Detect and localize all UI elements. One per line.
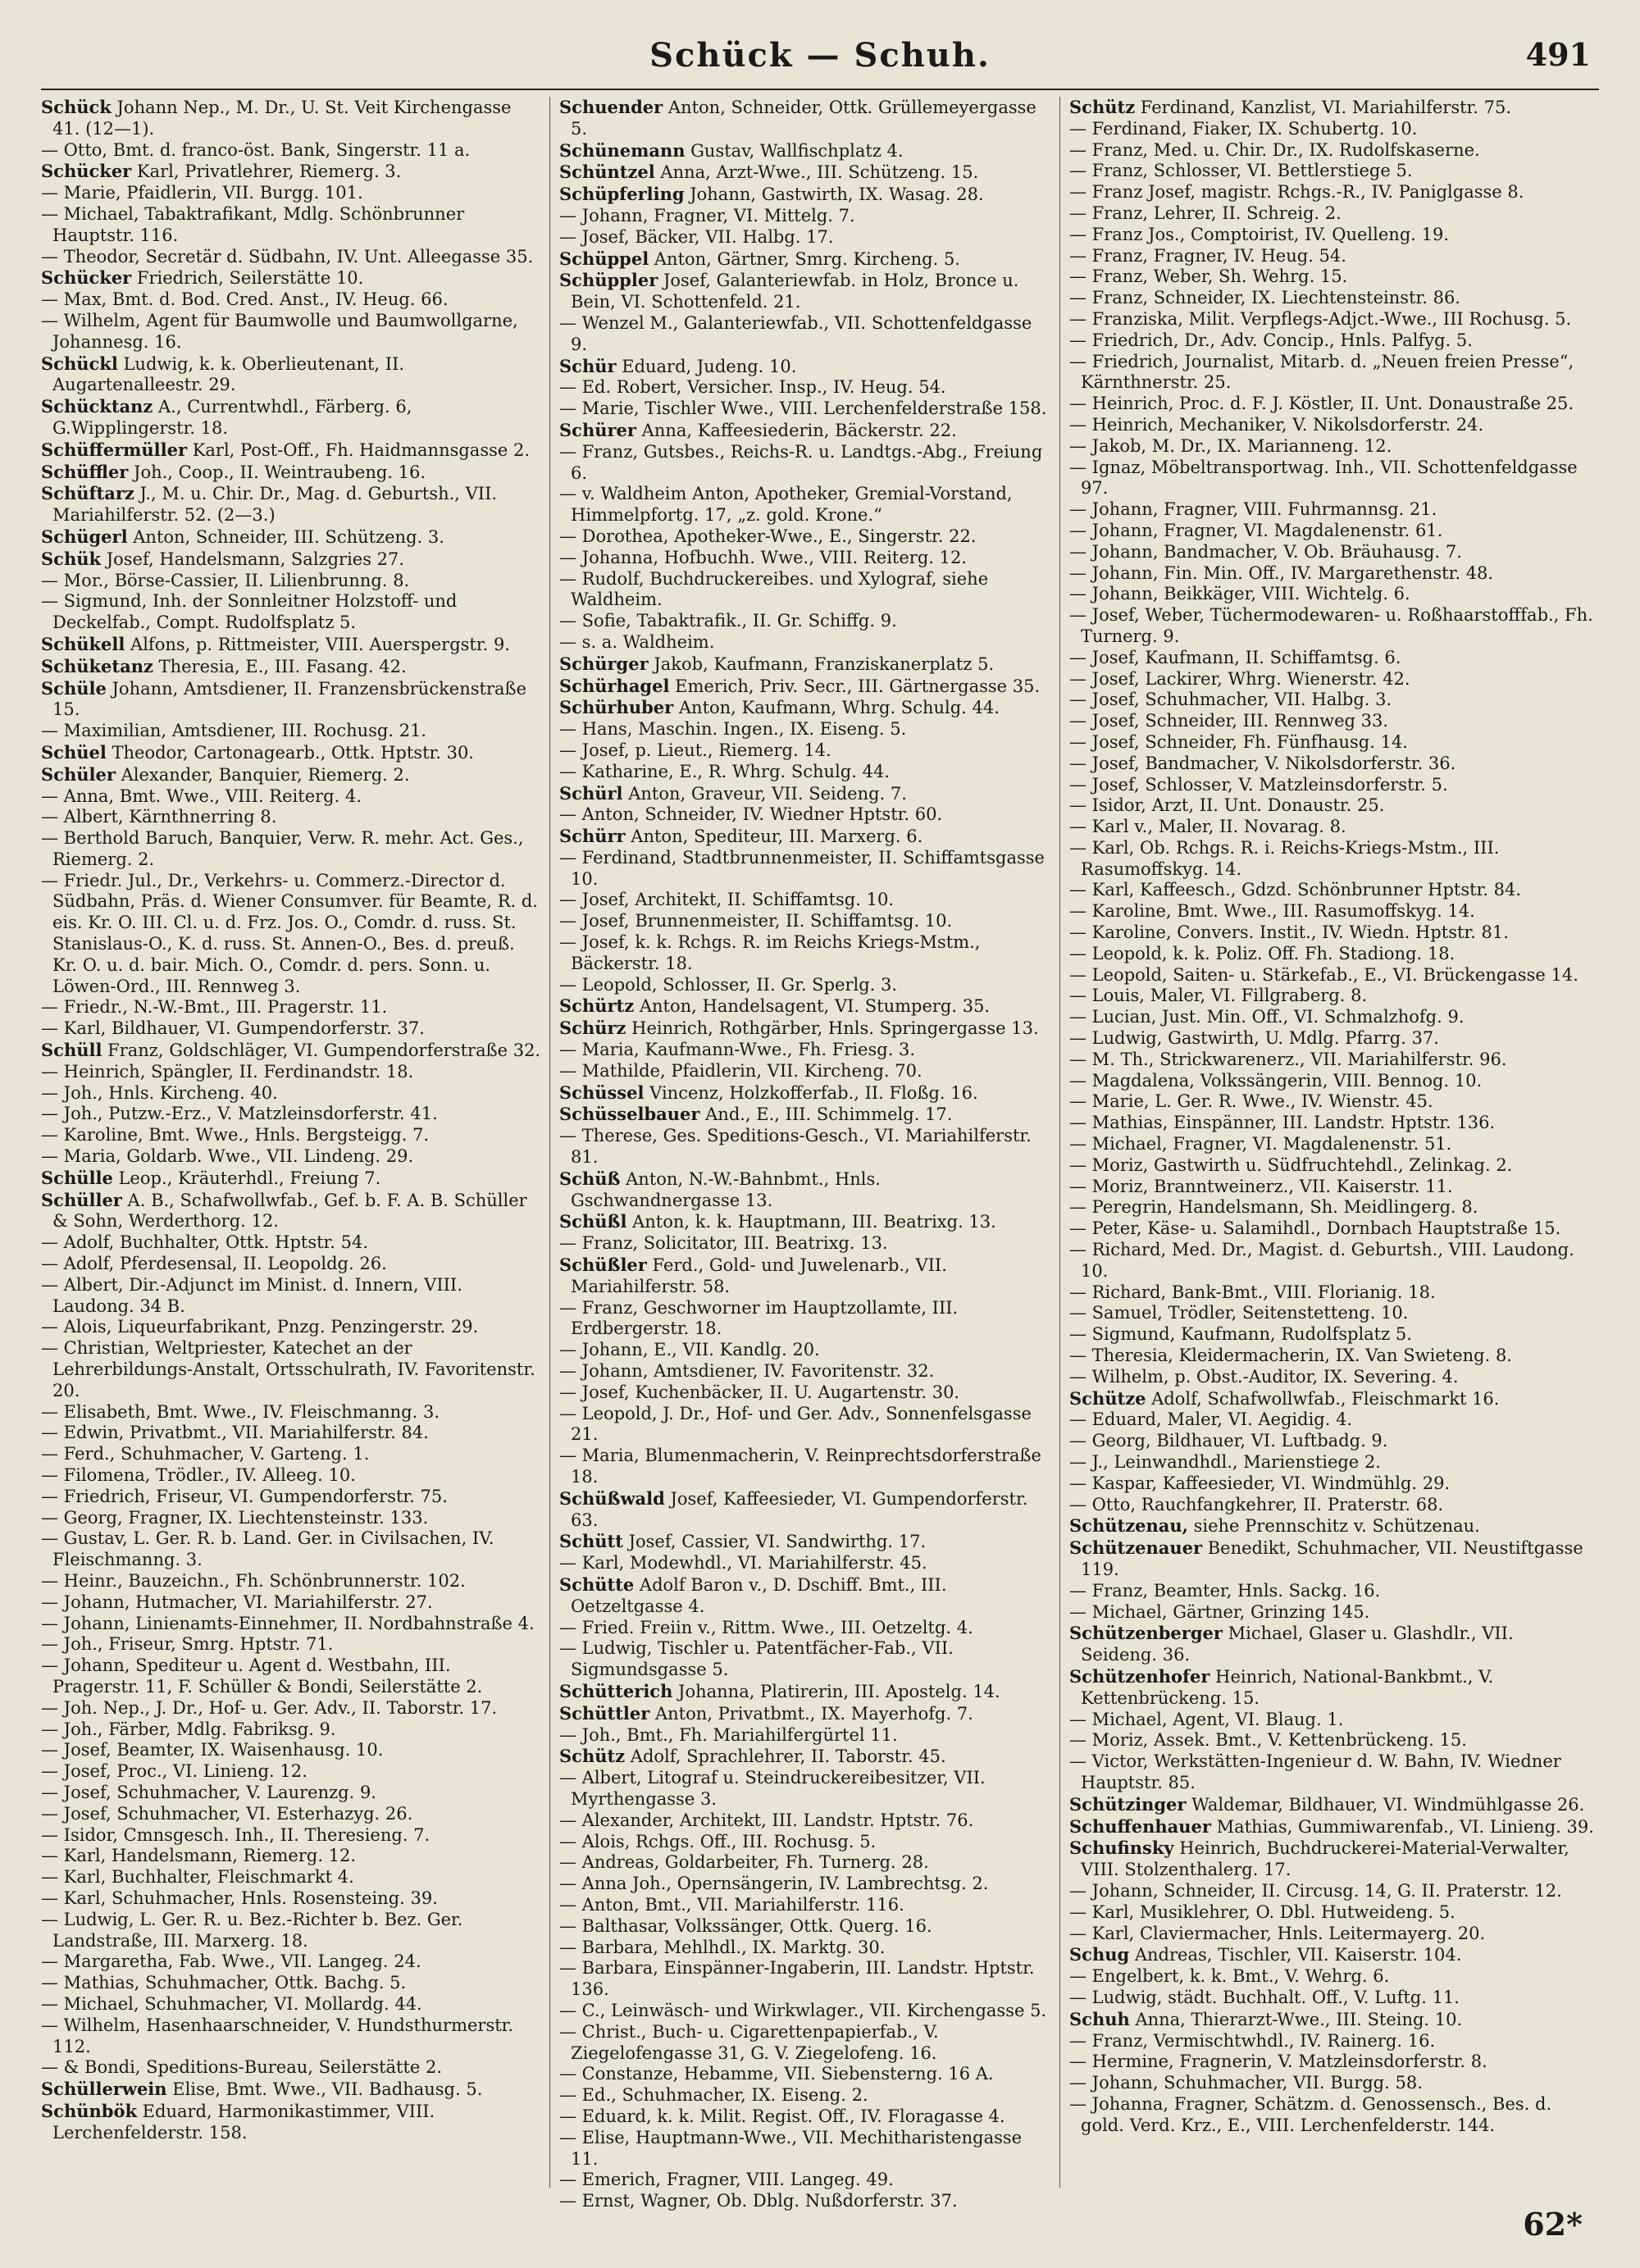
directory-entry: — Maximilian, Amtsdiener, III. Rochusg. 21. [41,721,427,741]
directory-entry: — M. Th., Strickwarenerz., VII. Mariahilferstr. 96. [1069,1049,1507,1069]
directory-entry: — Mathilde, Pfaidlerin, VII. Kircheng. 70. [559,1060,922,1081]
directory-entry: — s. a. Waldheim. [559,631,715,652]
directory-entry: Schüppler Josef, Galanteriewfab. in Holz, Bronce u. Bein, VI. Schottenfeld. 21. [559,270,1019,312]
directory-entry: — Joh., Bmt., Fh. Mariahilfergürtel 11. [559,1724,898,1745]
directory-entry: Schürl Anton, Graveur, VII. Seideng. 7. [559,782,907,804]
directory-entry: Schütte Adolf Baron v., D. Dschiff. Bmt., III. Oetzeltgasse 4. [559,1573,947,1616]
directory-entry: Schünbök Eduard, Harmonikastimmer, VIII. Lerchenfelderstr. 158. [41,2100,435,2143]
directory-entry: — Josef, Schneider, Fh. Fünfhausg. 14. [1069,731,1408,752]
directory-entry: Schürer Anna, Kaffeesiederin, Bäckerstr. 22. [559,419,957,440]
directory-entry: — Berthold Baruch, Banquier, Verw. R. mehr. Act. Ges., Riemerg. 2. [41,828,524,869]
directory-entry: — Johann, E., VII. Kandlg. 20. [559,1340,820,1360]
directory-entry: — Josef, Lackirer, Whrg. Wienerstr. 42. [1069,668,1410,689]
directory-entry: — Anton, Schneider, IV. Wiedner Hptstr. 60. [559,804,943,825]
directory-entry: — Karl, Kaffeesch., Gdzd. Schönbrunner Hptstr. 84. [1069,880,1522,900]
directory-entry: — Adolf, Buchhalter, Ottk. Hptstr. 54. [41,1232,369,1253]
directory-entry: — Josef, Bäcker, VII. Halbg. 17. [559,226,834,247]
directory-entry: Schüketanz Theresia, E., III. Fasang. 42. [41,655,407,676]
directory-entry: — Heinr., Bauzeichn., Fh. Schönbrunnerstr. 102. [41,1570,466,1591]
directory-entry: — Moriz, Assek. Bmt., V. Kettenbrückeng. 15. [1069,1730,1467,1751]
directory-entry: — Joh., Putzw.-Erz., V. Matzleinsdorferstr. 41. [41,1104,438,1124]
directory-entry: Schüllerwein Elise, Bmt. Wwe., VII. Badhausg. 5. [41,2079,483,2100]
directory-entry: — Johann, Linienamts-Einnehmer, II. Nordbahnstraße 4. [41,1613,535,1633]
directory-entry: — Johann, Beikkäger, VIII. Wichtelg. 6. [1069,584,1410,604]
directory-entry: — Louis, Maler, VI. Fillgraberg. 8. [1069,986,1368,1006]
signature-mark: 62* [1523,2206,1583,2243]
directory-entry: — Hermine, Fragnerin, V. Matzleinsdorferstr. 8. [1069,2052,1487,2072]
directory-entry: — Johann, Spediteur u. Agent d. Westbahn, III. Pragerstr. 11, F. Schüller & Bondi, Seilerstätte 2. [41,1655,483,1696]
directory-entry: — Josef, Schneider, III. Rennweg 33. [1069,711,1389,731]
directory-entry: Schuh Anna, Thierarzt-Wwe., III. Steing. 10. [1069,2008,1463,2029]
directory-entry: Schüßl Anton, k. k. Hauptmann, III. Beatrixg. 13. [559,1211,996,1232]
directory-entry: — Elisabeth, Bmt. Wwe., IV. Fleischmanng. 3. [41,1401,440,1422]
directory-entry: Schützenhofer Heinrich, National-Bankbmt., V. Kettenbrückeng. 15. [1069,1665,1494,1708]
directory-entry: Schütz Ferdinand, Kanzlist, VI. Mariahilferstr. 75. [1069,97,1512,117]
directory-entry: — Karoline, Convers. Instit., IV. Wiedn. Hptstr. 81. [1069,922,1509,943]
directory-entry: — Friedr., N.-W.-Bmt., III. Pragerstr. 11. [41,997,388,1018]
directory-entry: — Ludwig, Tischler u. Patentfächer-Fab., VII. Sigmundsgasse 5. [559,1638,954,1680]
directory-entry: Schüssel Vincenz, Holzkofferfab., II. Floßg. 16. [559,1082,978,1103]
directory-entry: — Josef, Schlosser, V. Matzleinsdorferstr. 5. [1069,774,1448,795]
directory-entry: Schüll Franz, Goldschläger, VI. Gumpendorferstraße 32. [41,1040,541,1061]
directory-entry: Schütze Adolf, Schafwollwfab., Fleischmarkt 16. [1069,1387,1500,1409]
directory-entry: — Sofie, Tabaktrafik., II. Gr. Schiffg. 9. [559,611,897,631]
directory-entry: Schücker Friedrich, Seilerstätte 10. [41,267,364,289]
directory-entry: — Michael, Agent, VI. Blaug. 1. [1069,1709,1344,1729]
directory-entry: — Johann, Schuhmacher, VII. Burgg. 58. [1069,2073,1423,2093]
directory-entry: — Marie, Tischler Wwe., VIII. Lerchenfelderstraße 158. [559,398,1047,419]
directory-entry: — Johann, Fragner, VI. Magdalenenstr. 61. [1069,520,1443,540]
directory-entry: Schützenau, siehe Prennschitz v. Schützenau. [1069,1515,1480,1537]
directory-entry: — Mor., Börse-Cassier, II. Lilienbrunng. 8. [41,570,410,590]
directory-entry: Schufinsky Heinrich, Buchdruckerei-Material-Verwalter, VIII. Stolzenthalerg. 17. [1069,1838,1569,1880]
directory-entry: — Engelbert, k. k. Bmt., V. Wehrg. 6. [1069,1966,1390,1987]
directory-entry: — Jakob, M. Dr., IX. Marianneng. 12. [1069,435,1392,456]
directory-entry: — Max, Bmt. d. Bod. Cred. Anst., IV. Heug. 66. [41,289,449,310]
directory-entry: Schülle Leop., Kräuterhdl., Freiung 7. [41,1167,381,1188]
directory-entry: Schürhuber Anton, Kaufmann, Whrg. Schulg. 44. [559,697,1000,718]
directory-entry: Schürger Jakob, Kaufmann, Franziskanerplatz 5. [559,653,995,674]
directory-entry: — Karl, Claviermacher, Hnls. Leitermayerg. 20. [1069,1923,1486,1943]
directory-entry: Schürz Heinrich, Rothgärber, Hnls. Springergasse 13. [559,1018,1039,1039]
directory-entry: — Maria, Blumenmacherin, V. Reinprechtsdorferstraße 18. [559,1446,1041,1487]
directory-entry: — Peter, Käse- u. Salamihdl., Dornbach Hauptstraße 15. [1069,1218,1561,1239]
directory-entry: — Johann, Bandmacher, V. Ob. Bräuhausg. 7. [1069,541,1462,562]
directory-entry: — Richard, Med. Dr., Magist. d. Geburtsh., VIII. Laudong. 10. [1069,1240,1574,1281]
directory-entry: — Moriz, Gastwirth u. Südfruchtehdl., Zelinkag. 2. [1069,1154,1513,1175]
directory-entry: Schüppel Anton, Gärtner, Smrg. Kircheng. 5. [559,248,960,269]
directory-entry: Schüffermüller Karl, Post-Off., Fh. Haidmannsgasse 2. [41,439,531,460]
directory-entry: — Josef, Weber, Tüchermodewaren- u. Roßhaarstofffab., Fh. Turnerg. 9. [1069,605,1593,646]
directory-entry: — Hans, Maschin. Ingen., IX. Eiseng. 5. [559,719,907,740]
directory-entry: — Josef, Proc., VI. Linieng. 12. [41,1761,308,1782]
directory-entry: — Alois, Rchgs. Off., III. Rochusg. 5. [559,1831,877,1851]
directory-entry: — Alexander, Architekt, III. Landstr. Hptstr. 76. [559,1810,974,1830]
directory-entry: — Anton, Bmt., VII. Mariahilferstr. 116. [559,1894,904,1915]
directory-entry: Schüller A. B., Schafwollwfab., Gef. b. F. A. B. Schüller & Sohn, Werderthorg. 12. [41,1189,527,1232]
directory-entry: Schütt Josef, Cassier, VI. Sandwirthg. 17. [559,1531,927,1552]
directory-entry: — Josef, Schuhmacher, VII. Halbg. 3. [1069,690,1392,710]
directory-entry: — Adolf, Pferdesensal, II. Leopoldg. 26. [41,1254,387,1274]
directory-entry: — Theresia, Kleidermacherin, IX. Van Swieteng. 8. [1069,1346,1512,1366]
directory-entry: — Therese, Ges. Speditions-Gesch., VI. Mariahilferstr. 81. [559,1126,1032,1168]
directory-entry: — Peregrin, Handelsmann, Sh. Meidlingerg. 8. [1069,1197,1478,1218]
directory-entry: — Dorothea, Apotheker-Wwe., E., Singerstr. 22. [559,526,977,546]
directory-entry: — Georg, Bildhauer, VI. Luftbadg. 9. [1069,1431,1388,1451]
directory-entry: — v. Waldheim Anton, Apotheker, Gremial-Vorstand, Himmelpfortg. 17, „z. gold. Krone.“ [559,484,1013,526]
directory-entry: — Ernst, Wagner, Ob. Dblg. Nußdorferstr. 37. [559,2191,958,2211]
directory-entry: — Franz, Vermischtwhdl., IV. Rainerg. 16. [1069,2030,1436,2051]
directory-entry: — Josef, Kaufmann, II. Schiffamtsg. 6. [1069,647,1401,667]
directory-entry: Schuffenhauer Mathias, Gummiwarenfab., VI. Linieng. 39. [1069,1815,1594,1837]
directory-entry: — Theodor, Secretär d. Südbahn, IV. Unt. Alleegasse 35. [41,246,534,266]
directory-entry: — Emerich, Fragner, VIII. Langeg. 49. [559,2170,894,2190]
directory-entry: — Christian, Weltpriester, Katechet an der Lehrerbildungs-Anstalt, Ortsschulrath, IV. Favoritenstr. 20. [41,1338,535,1400]
directory-entry: — Josef, Schuhmacher, V. Laurenzg. 9. [41,1782,376,1802]
directory-entry: — Franz Jos., Comptoirist, IV. Quelleng. 19. [1069,224,1450,244]
directory-entry: — Michael, Tabaktrafikant, Mdlg. Schönbrunner Hauptstr. 116. [41,203,465,245]
directory-entry: — Joh., Färber, Mdlg. Fabriksg. 9. [41,1719,336,1739]
directory-entry: — Wilhelm, Agent für Baumwolle und Baumwollgarne, Johannesg. 16. [41,310,518,352]
directory-entry: — Josef, k. k. Rchgs. R. im Reichs Kriegs-Mstm., Bäckerstr. 18. [559,932,981,973]
directory-entry: — Ludwig, L. Ger. R. u. Bez.-Richter b. Bez. Ger. Landstraße, III. Marxerg. 18. [41,1909,463,1951]
directory-entry: — Karl v., Maler, II. Novarag. 8. [1069,817,1346,837]
page-header [49,31,1591,80]
directory-entry: Schük Josef, Handelsmann, Salzgries 27. [41,548,405,569]
directory-entry: — Franz, Schneider, IX. Liechtensteinstr. 86. [1069,288,1460,308]
directory-entry: — Franz, Weber, Sh. Wehrg. 15. [1069,266,1348,287]
directory-entry: — Leopold, Schlosser, II. Gr. Sperlg. 3. [559,974,898,995]
directory-entry: Schür Eduard, Judeng. 10. [559,355,797,376]
directory-entry: — Isidor, Cmnsgesch. Inh., II. Theresieng. 7. [41,1824,430,1845]
directory-entry: — Magdalena, Volkssängerin, VIII. Bennog. 10. [1069,1070,1483,1091]
directory-entry: Schüßler Ferd., Gold- und Juwelenarb., VII. Mariahilferstr. 58. [559,1255,947,1296]
directory-entry: — Karl, Musiklehrer, O. Dbl. Hutweideng. 5. [1069,1901,1456,1922]
directory-entry: — Albert, Dir.-Adjunct im Minist. d. Innern, VIII. Laudong. 34 B. [41,1274,462,1316]
directory-entry: Schug Andreas, Tischler, VII. Kaiserstr. 104. [1069,1944,1462,1965]
directory-entry: — Filomena, Trödler., IV. Alleeg. 10. [41,1465,356,1485]
directory-entry: — Andreas, Goldarbeiter, Fh. Turnerg. 28. [559,1852,929,1873]
directory-entry: Schüßwald Josef, Kaffeesieder, VI. Gumpendorferstr. 63. [559,1487,1028,1530]
directory-entry: — Friedrich, Dr., Adv. Concip., Hnls. Palfyg. 5. [1069,330,1473,350]
directory-entry: — Maria, Kaufmann-Wwe., Fh. Friesg. 3. [559,1040,916,1060]
directory-entry: — Joh., Friseur, Smrg. Hptstr. 71. [41,1634,334,1655]
directory-entry: — Friedr. Jul., Dr., Verkehrs- u. Commerz.-Director d. Südbahn, Präs. d. Wiener Consumver. für Beamte, R. d. eis. Kr. O. III. Cl. u. d. Frz. Jos. O., Comdr. d. russ. St. Stanislaus-O., K. d. russ. St. Annen-O., Bes. d. preuß. Kr. O. u. d. bair. Mich. O., Comdr. d. pers. Sonn. u. Löwen-Ord., III. Rennweg 3. [41,870,538,996]
directory-entry: — Karoline, Bmt. Wwe., III. Rasumoffskyg. 14. [1069,901,1475,922]
directory-entry: Schüftarz J., M. u. Chir. Dr., Mag. d. Geburtsh., VII. Mariahilferstr. 52. (2—3.) [41,483,498,526]
directory-entry: — Johann, Fin. Min. Off., IV. Margarethenstr. 48. [1069,562,1494,583]
directory-entry: — Franz, Lehrer, II. Schreig. 2. [1069,203,1342,223]
directory-entry: — Kaspar, Kaffeesieder, VI. Windmühlg. 29. [1069,1473,1451,1493]
directory-entry: — Lucian, Just. Min. Off., VI. Schmalzhofg. 9. [1069,1007,1465,1027]
directory-entry: Schükell Alfons, p. Rittmeister, VIII. Auerspergstr. 9. [41,633,510,654]
directory-entry: Schücker Karl, Privatlehrer, Riemerg. 3. [41,161,402,182]
directory-entry: — Rudolf, Buchdruckereibes. und Xylograf, siehe Waldheim. [559,568,989,610]
directory-entry: — Heinrich, Proc. d. F. J. Köstler, II. Unt. Donaustraße 25. [1069,394,1574,414]
directory-entry: — Albert, Kärnthnerring 8. [41,807,277,827]
directory-entry: — Karl, Handelsmann, Riemerg. 12. [41,1846,357,1866]
directory-entry: — Otto, Bmt. d. franco-öst. Bank, Singerstr. 11 a. [41,139,471,160]
directory-entry: — Maria, Goldarb. Wwe., VII. Lindeng. 29. [41,1146,414,1167]
directory-entry: — Josef, Schuhmacher, VI. Esterhazyg. 26. [41,1803,413,1824]
directory-entry: — Victor, Werkstätten-Ingenieur d. W. Bahn, IV. Wiedner Hauptstr. 85. [1069,1751,1561,1792]
directory-entry: — Ignaz, Möbeltransportwag. Inh., VII. Schottenfeldgasse 97. [1069,457,1578,499]
directory-entry: — & Bondi, Speditions-Bureau, Seilerstätte 2. [41,2057,443,2078]
directory-entry: — Leopold, J. Dr., Hof- und Ger. Adv., Sonnenfelsgasse 21. [559,1403,1032,1445]
directory-entry: — Leopold, k. k. Poliz. Off. Fh. Stadiong. 18. [1069,943,1456,963]
column-2 [559,97,1051,2211]
directory-entry: — Josef, Architekt, II. Schiffamtsg. 10. [559,890,894,910]
directory-entry: — Balthasar, Volkssänger, Ottk. Querg. 16. [559,1915,932,1936]
directory-entry: Schürhagel Emerich, Priv. Secr., III. Gärtnergasse 35. [559,675,1041,696]
directory-entry: Schützenauer Benedikt, Schuhmacher, VII. Neustiftgasse 119. [1069,1537,1583,1579]
directory-entry: Schüsselbauer And., E., III. Schimmelg. 17. [559,1104,953,1125]
directory-entry: — Sigmund, Inh. der Sonnleitner Holzstoff- und Deckelfab., Compt. Rudolfsplatz 5. [41,591,458,633]
directory-entry: — Ludwig, Gastwirth, U. Mdlg. Pfarrg. 37. [1069,1028,1439,1049]
directory-entry: — Franz, Solicitator, III. Beatrixg. 13. [559,1233,888,1254]
column-divider [1059,97,1060,2188]
directory-entry: — Josef, p. Lieut., Riemerg. 14. [559,740,831,760]
directory-entry: — Eduard, k. k. Milit. Regist. Off., IV. Floragasse 4. [559,2106,1005,2126]
directory-entry: — Samuel, Trödler, Seitenstetteng. 10. [1069,1303,1409,1323]
directory-entry: — Barbara, Einspänner-Ingaberin, III. Landstr. Hptstr. 136. [559,1958,1035,2000]
directory-entry: — Franz, Geschworner im Hauptzollamte, III. Erdbergerstr. 18. [559,1297,959,1339]
directory-entry: — Wilhelm, p. Obst.-Auditor, IX. Severing. 4. [1069,1366,1459,1387]
directory-entry: Schück Johann Nep., M. Dr., U. St. Veit Kirchengasse 41. (12—1). [41,97,512,139]
directory-entry: — Franziska, Milit. Verpflegs-Adjct.-Wwe., III Rochusg. 5. [1069,308,1572,329]
page-number: 491 [1525,36,1591,73]
directory-entry: — Josef, Kuchenbäcker, II. U. Augartenstr. 30. [559,1382,960,1402]
directory-entry: — J., Leinwandhdl., Marienstiege 2. [1069,1452,1381,1472]
directory-entry: — Karl, Buchhalter, Fleischmarkt 4. [41,1867,354,1888]
directory-entry: Schütterich Johanna, Platirerin, III. Apostelg. 14. [559,1680,1000,1701]
directory-entry: — Ferdinand, Stadtbrunnenmeister, II. Schiffamtsgasse 10. [559,847,1045,889]
directory-entry: Schüler Alexander, Banquier, Riemerg. 2. [41,763,410,785]
column-divider [549,97,550,2188]
directory-entry: — Marie, Pfaidlerin, VII. Burgg. 101. [41,183,363,203]
directory-entry: — Josef, Beamter, IX. Waisenhausg. 10. [41,1740,384,1760]
directory-entry: Schückl Ludwig, k. k. Oberlieutenant, II. Augartenalleestr. 29. [41,353,405,395]
directory-entry: — Isidor, Arzt, II. Unt. Donaustr. 25. [1069,795,1385,816]
directory-entry: — Otto, Rauchfangkehrer, II. Praterstr. 68. [1069,1494,1444,1514]
directory-entry: — Josef, Brunnenmeister, II. Schiffamtsg. 10. [559,911,953,931]
column-3 [1069,97,1594,2188]
directory-entry: — Franz, Med. u. Chir. Dr., IX. Rudolfskaserne. [1069,139,1480,160]
directory-entry: — Johann, Fragner, VI. Mittelg. 7. [559,205,855,225]
directory-entry: — Ed., Schuhmacher, IX. Eiseng. 2. [559,2085,868,2106]
directory-entry: — Katharine, E., R. Whrg. Schulg. 44. [559,761,890,781]
directory-entry: — Mathias, Schuhmacher, Ottk. Bachg. 5. [41,1973,407,1993]
directory-entry: — Ferdinand, Fiaker, IX. Schubertg. 10. [1069,118,1418,139]
directory-entry: — Richard, Bank-Bmt., VIII. Florianig. 18. [1069,1282,1436,1302]
directory-entry: — Sigmund, Kaufmann, Rudolfsplatz 5. [1069,1324,1412,1345]
directory-entry: Schügerl Anton, Schneider, III. Schützeng. 3. [41,526,444,547]
directory-entry: — Michael, Gärtner, Grinzing 145. [1069,1601,1370,1622]
directory-entry: — Leopold, Saiten- u. Stärkefab., E., VI. Brückengasse 14. [1069,964,1578,985]
directory-entry: Schüß Anton, N.-W.-Bahnbmt., Hnls. Gschwandnergasse 13. [559,1168,881,1210]
directory-entry: Schüffler Joh., Coop., II. Weintraubeng. 16. [41,461,426,482]
directory-entry: — Karl, Modewhdl., VI. Mariahilferstr. 45. [559,1553,927,1573]
directory-entry: — Edwin, Privatbmt., VII. Mariahilferstr. 84. [41,1423,429,1443]
page-title: Schück — Schuh. [649,36,991,75]
directory-entry: — Anna Joh., Opernsängerin, IV. Lambrechtsg. 2. [559,1874,989,1894]
directory-entry: — Eduard, Maler, VI. Aegidig. 4. [1069,1410,1353,1430]
directory-entry: — Georg, Fragner, IX. Liechtensteinstr. 133. [41,1507,429,1528]
directory-entry: — Friedrich, Journalist, Mitarb. d. „Neuen freien Presse“, Kärnthnerstr. 25. [1069,351,1574,393]
directory-entry: — Barbara, Mehlhdl., IX. Marktg. 30. [559,1937,886,1957]
directory-entry: — Gustav, L. Ger. R. b. Land. Ger. in Civilsachen, IV. Fleischmanng. 3. [41,1528,494,1570]
directory-entry: Schüttler Anton, Privatbmt., IX. Mayerhofg. 7. [559,1702,973,1724]
directory-entry: — Johanna, Fragner, Schätzm. d. Genossensch., Bes. d. gold. Verd. Krz., E., VIII. Lerchenfelderstr. 144. [1069,2093,1552,2135]
directory-entry: — Johanna, Hofbuchh. Wwe., VIII. Reiterg. 12. [559,547,968,567]
directory-entry: Schüpferling Johann, Gastwirth, IX. Wasag. 28. [559,184,984,205]
header-rule [41,89,1599,90]
directory-entry: Schüel Theodor, Cartonagearb., Ottk. Hptstr. 30. [41,741,474,763]
directory-entry: — Friedrich, Friseur, VI. Gumpendorferstr. 75. [41,1486,448,1506]
directory-entry: — Franz, Schlosser, VI. Bettlerstiege 5. [1069,161,1413,181]
directory-entry: — Joh., Hnls. Kircheng. 40. [41,1082,278,1103]
directory-entry: — Moriz, Branntweinerz., VII. Kaiserstr. 11. [1069,1176,1453,1196]
directory-entry: — Wilhelm, Hasenhaarschneider, V. Hundsthurmerstr. 112. [41,2015,514,2056]
directory-entry: — C., Leinwäsch- und Wirkwlager., VII. Kirchengasse 5. [559,2000,1047,2020]
directory-entry: — Johann, Amtsdiener, IV. Favoritenstr. 32. [559,1361,935,1382]
directory-entry: Schürr Anton, Spediteur, III. Marxerg. 6. [559,826,923,847]
directory-entry: — Ludwig, städt. Buchhalt. Off., V. Luftg. 11. [1069,1987,1460,2007]
directory-entry: — Karl, Schuhmacher, Hnls. Rosensteing. 39. [41,1888,438,1908]
directory-entry: — Ed. Robert, Versicher. Insp., IV. Heug. 54. [559,377,946,398]
directory-entry: — Michael, Schuhmacher, VI. Mollardg. 44. [41,1993,422,2014]
directory-entry: — Christ., Buch- u. Cigarettenpapierfab., V. Ziegelofengasse 31, G. V. Ziegelofeng. 16. [559,2021,939,2063]
directory-entry: — Josef, Bandmacher, V. Nikolsdorferstr. 36. [1069,753,1456,773]
directory-entry: — Karl, Ob. Rchgs. R. i. Reichs-Kriegs-Mstm., III. Rasumoffskyg. 14. [1069,837,1500,879]
directory-entry: — Johann, Schneider, II. Circusg. 14, G. II. Praterstr. 12. [1069,1880,1562,1901]
directory-entry: — Franz, Gutsbes., Reichs-R. u. Landtgs.-Abg., Freiung 6. [559,441,1043,483]
directory-entry: — Anna, Bmt. Wwe., VIII. Reiterg. 4. [41,786,362,806]
directory-entry: Schünemann Gustav, Wallfischplatz 4. [559,139,904,161]
directory-entry: — Albert, Litograf u. Steindruckereibesitzer, VII. Myrthengasse 3. [559,1768,986,1809]
directory-entry: — Constanze, Hebamme, VII. Siebensterng. 16 A. [559,2064,994,2084]
directory-entry: — Marie, L. Ger. R. Wwe., IV. Wienstr. 45. [1069,1091,1433,1112]
directory-columns [41,97,1599,2211]
directory-entry: Schuender Anton, Schneider, Ottk. Grüllemeyergasse 5. [559,97,1036,139]
directory-entry: — Fried. Freiin v., Rittm. Wwe., III. Oetzeltg. 4. [559,1617,973,1637]
directory-entry: — Johann, Fragner, VIII. Fuhrmannsg. 21. [1069,499,1437,520]
directory-entry: — Karl, Bildhauer, VI. Gumpendorferstr. 37. [41,1018,425,1039]
directory-entry: — Ferd., Schuhmacher, V. Garteng. 1. [41,1444,370,1464]
directory-entry: — Mathias, Einspänner, III. Landstr. Hptstr. 136. [1069,1113,1496,1133]
directory-entry: — Franz Josef, magistr. Rchgs.-R., IV. Paniglgasse 8. [1069,182,1524,203]
directory-entry: — Alois, Liqueurfabrikant, Pnzg. Penzingerstr. 29. [41,1317,479,1337]
directory-entry: — Wenzel M., Galanteriewfab., VII. Schottenfeldgasse 9. [559,312,1032,354]
directory-entry: Schüntzel Anna, Arzt-Wwe., III. Schützeng. 15. [559,162,979,183]
directory-entry: — Karoline, Bmt. Wwe., Hnls. Bergsteigg. 7. [41,1125,430,1145]
directory-entry: — Joh. Nep., J. Dr., Hof- u. Ger. Adv., II. Taborstr. 17. [41,1697,498,1718]
directory-entry: — Heinrich, Spängler, II. Ferdinandstr. 18. [41,1061,414,1082]
directory-entry: Schüle Johann, Amtsdiener, II. Franzensbrückenstraße 15. [41,677,526,720]
directory-entry: — Heinrich, Mechaniker, V. Nikolsdorferstr. 24. [1069,414,1484,435]
directory-entry: — Elise, Hauptmann-Wwe., VII. Mechitharistengasse 11. [559,2127,1023,2169]
column-1 [41,97,541,2188]
directory-entry: Schücktanz A., Currentwhdl., Färberg. 6, G.Wipplingerstr. 18. [41,396,412,438]
directory-entry: — Franz, Beamter, Hnls. Sackg. 16. [1069,1580,1381,1601]
directory-entry: — Michael, Fragner, VI. Magdalenenstr. 51. [1069,1134,1452,1154]
directory-entry: Schürtz Anton, Handelsagent, VI. Stumperg. 35. [559,995,991,1017]
directory-entry: Schütz Adolf, Sprachlehrer, II. Taborstr. 45. [559,1746,946,1767]
directory-entry: Schützenberger Michael, Glaser u. Glashdlr., VII. Seideng. 36. [1069,1623,1514,1665]
directory-entry: — Franz, Fragner, IV. Heug. 54. [1069,245,1346,266]
directory-entry: — Margaretha, Fab. Wwe., VII. Langeg. 24. [41,1951,421,1972]
directory-entry: Schützinger Waldemar, Bildhauer, VI. Windmühlgasse 26. [1069,1793,1585,1815]
directory-entry: — Johann, Hutmacher, VI. Mariahilferstr. 27. [41,1592,433,1612]
